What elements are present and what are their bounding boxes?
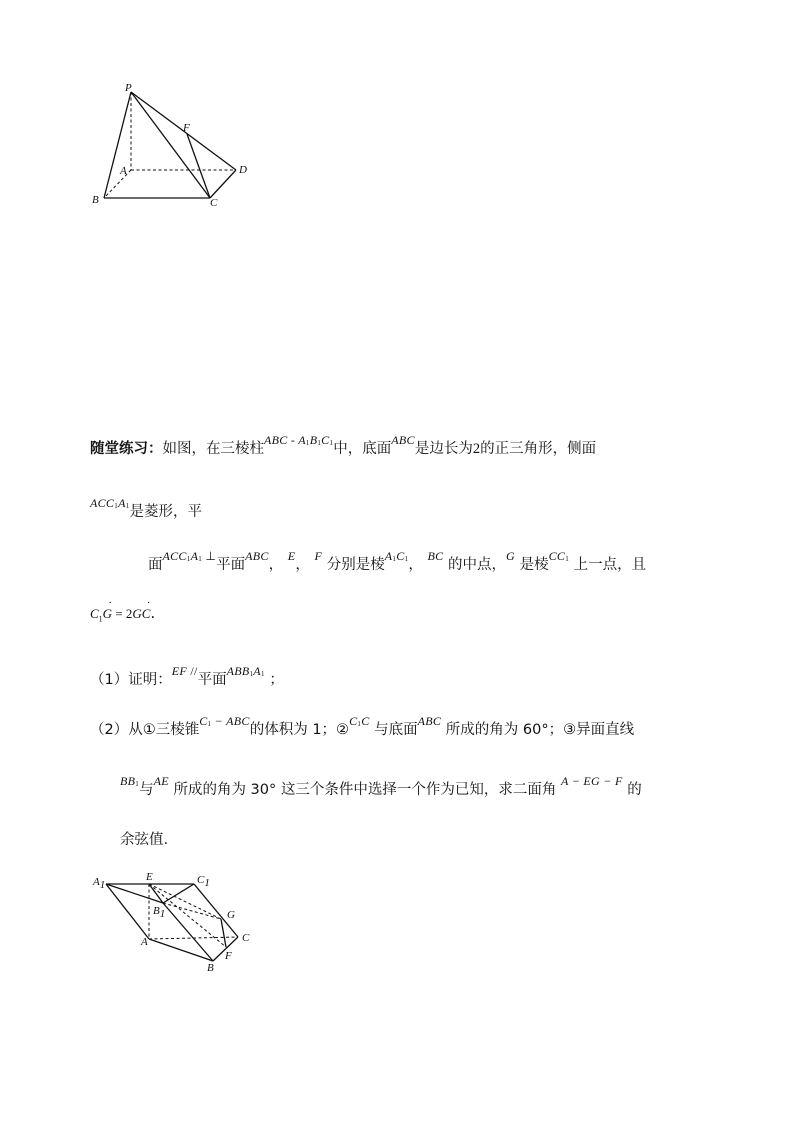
math: F — [314, 549, 323, 563]
label-C1: C1 — [197, 874, 210, 889]
label-B: B — [92, 194, 99, 206]
math: C1C — [349, 714, 370, 728]
label-C: C — [242, 932, 250, 944]
text: 与 — [139, 782, 154, 798]
question-2-line-3 — [120, 828, 168, 849]
question-1 — [90, 664, 284, 689]
label-P: P — [125, 82, 132, 94]
math: G — [506, 549, 515, 563]
label-A: A — [141, 936, 148, 948]
text: ， — [295, 557, 310, 573]
text: 是边长为 — [414, 441, 473, 457]
math: A − EG − F — [560, 774, 623, 788]
label-C: C — [210, 197, 218, 209]
math: AE — [153, 774, 169, 788]
math: ABC — [417, 714, 442, 728]
label-B1: B1 — [153, 905, 166, 920]
question-label: （1）证明： — [90, 672, 172, 688]
edge-PC — [131, 92, 210, 198]
edge-A1A — [106, 884, 149, 939]
text: 平面 — [197, 672, 227, 688]
text: 如图，在三棱柱 — [162, 441, 264, 457]
math-vector-relation: $C_1G$ · = 2GC · — [90, 606, 150, 621]
number: 2 — [472, 441, 481, 457]
math: ABC — [245, 549, 269, 563]
problem-heading: 随堂练习： — [90, 441, 163, 457]
text: 上一点，且 — [573, 557, 647, 573]
edge-FC — [187, 134, 210, 198]
text: 分别是棱 — [326, 557, 385, 573]
text: 是菱形，平 — [129, 504, 203, 520]
problem-line-3 — [148, 549, 647, 574]
text: 的 — [627, 782, 642, 798]
math: ABB1A1 — [226, 664, 265, 678]
question-2 — [90, 714, 635, 739]
math: BC — [427, 549, 444, 563]
label-G: G — [227, 909, 235, 921]
text: 平面 — [216, 557, 246, 573]
math: C1 − ABC — [199, 714, 250, 728]
text: 的正三角形，侧面 — [480, 441, 597, 457]
label-E: E — [146, 871, 153, 883]
text: . — [150, 606, 156, 622]
math: BB1 — [120, 774, 140, 788]
question-2-line-2 — [120, 774, 642, 799]
problem-line-2 — [90, 496, 203, 521]
text: ； — [269, 672, 284, 688]
label-B: B — [207, 962, 214, 974]
text: 中，底面 — [333, 441, 392, 457]
text: 的体积为 1；② — [249, 722, 350, 738]
label-F: F — [225, 950, 232, 962]
edge-B1C1 — [163, 884, 194, 903]
text: ， — [408, 557, 423, 573]
question-label: （2）从①三棱锥 — [90, 722, 200, 738]
segment-GF — [221, 919, 226, 947]
text: 所成的角为 60°；③异面直线 — [445, 722, 635, 738]
label-D: D — [239, 164, 247, 176]
math: CC1 — [548, 549, 570, 563]
edge-CD — [210, 170, 236, 198]
text: ， — [268, 557, 284, 573]
math: E — [287, 549, 296, 563]
math-prism: ABC - A1B1C1 — [264, 433, 334, 447]
math: EF // — [171, 664, 198, 678]
text: 是棱 — [519, 557, 549, 573]
math: ACC1A1 — [90, 496, 130, 510]
label-A: A — [120, 165, 127, 177]
text: 面 — [148, 557, 163, 573]
math: ABC — [391, 433, 415, 447]
text: 的中点， — [448, 557, 507, 573]
math: ACC1A1 ⊥ — [162, 549, 217, 563]
problem-line-1 — [90, 433, 597, 458]
text: 所成的角为 30° 这三个条件中选择一个作为已知，求二面角 — [173, 782, 557, 798]
text: 与底面 — [374, 722, 418, 738]
label-A1: A1 — [93, 876, 106, 891]
math: A1C1 — [384, 549, 409, 563]
edge-PB — [104, 92, 131, 198]
figure-pyramid — [88, 80, 258, 210]
problem-line-4 — [90, 606, 155, 624]
label-F: F — [183, 122, 190, 134]
figure-prism — [88, 868, 260, 978]
text: 余弦值. — [120, 832, 169, 848]
